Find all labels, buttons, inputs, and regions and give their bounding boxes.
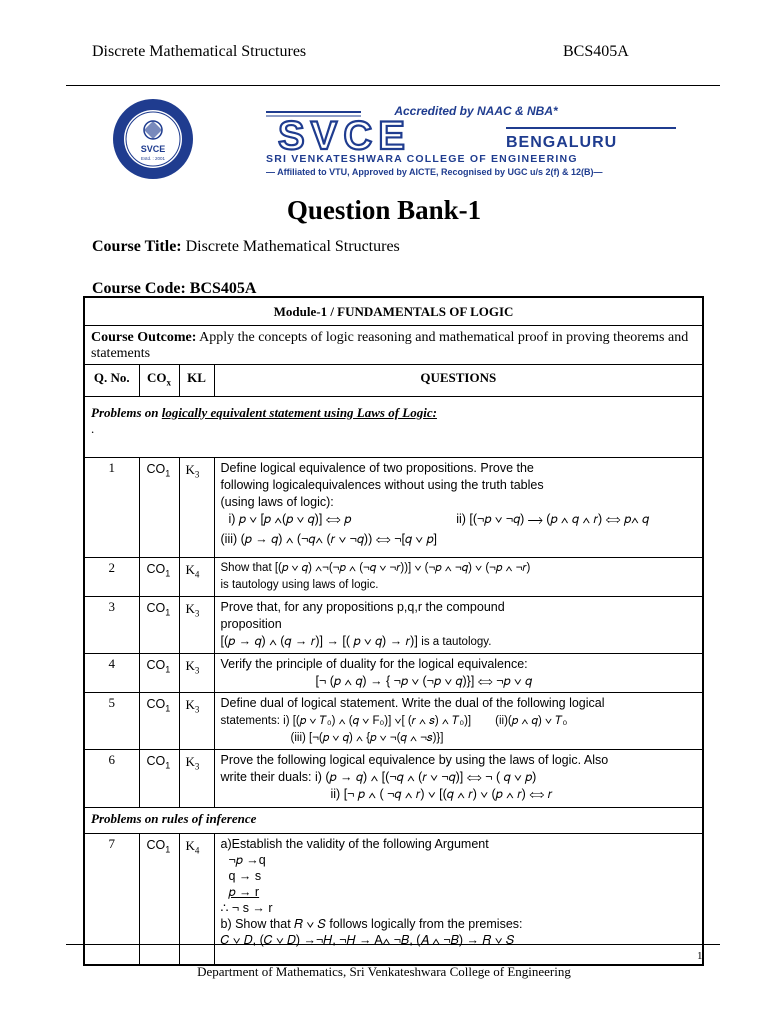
question-number: 3 bbox=[84, 596, 139, 653]
question-text: Verify the principle of duality for the logical equivalence: [¬ (𝑝 ∧ 𝑞) → { ¬𝑝 ∨ (¬𝑝 ∨ 𝑞)}] ⟺ ¬𝑝 ∨ 𝑞 bbox=[214, 653, 703, 692]
knowledge-level: $K_3$ bbox=[179, 692, 214, 749]
knowledge-level: $K_3$ bbox=[179, 749, 214, 807]
question-text: Prove the following logical equivalence by using the laws of logic. Also write their duals: i) (𝑝 → 𝑞) ∧ [(¬𝑞 ∧ (𝑟 ∨ ¬𝑞)] ⟺ ¬ ( 𝑞 ∨ 𝑝) ii) [¬ 𝑝 ∧ ( ¬𝑞 ∧ 𝑟) ∨ [(𝑞 ∧ 𝑟) ∨ (𝑝 ∧ 𝑟) ⟺ 𝑟 bbox=[214, 749, 703, 807]
question-row bbox=[84, 653, 703, 692]
page-title: Question Bank-1 bbox=[286, 195, 482, 225]
col-questions: QUESTIONS bbox=[214, 365, 703, 397]
outcome-row bbox=[84, 326, 703, 365]
col-co: $CO_x$ bbox=[139, 365, 179, 397]
section-heading-laws: Problems on logically equivalent statement using Laws of Logic: . bbox=[84, 396, 703, 457]
knowledge-level: $K_3$ bbox=[179, 457, 214, 557]
knowledge-level: $K_4$ bbox=[179, 833, 214, 965]
seal-estd: Estd. : 2001 bbox=[140, 156, 166, 161]
module-row bbox=[84, 297, 703, 326]
question-number: 7 bbox=[84, 833, 139, 965]
college-seal-icon bbox=[110, 97, 196, 181]
course-title-value: Discrete Mathematical Structures bbox=[185, 238, 400, 255]
question-number: 2 bbox=[84, 557, 139, 596]
logo-affiliation: — Affiliated to VTU, Approved by AICTE, Recognised by UGC u/s 2(f) & 12(B)— bbox=[266, 167, 603, 177]
question-row bbox=[84, 457, 703, 557]
col-kl: KL bbox=[179, 365, 214, 397]
course-title bbox=[92, 238, 400, 256]
module-heading: Module-1 / FUNDAMENTALS OF LOGIC bbox=[84, 297, 703, 326]
header-rule bbox=[66, 85, 720, 86]
question-number: 4 bbox=[84, 653, 139, 692]
college-logo bbox=[110, 97, 690, 182]
question-row bbox=[84, 596, 703, 653]
course-outcome-code: $CO_1$ bbox=[139, 749, 179, 807]
course-outcome-code: $CO_1$ bbox=[139, 653, 179, 692]
question-row bbox=[84, 833, 703, 965]
question-number: 1 bbox=[84, 457, 139, 557]
question-number: 6 bbox=[84, 749, 139, 807]
course-outcome-code: $CO_1$ bbox=[139, 457, 179, 557]
question-row bbox=[84, 749, 703, 807]
running-header-title: Discrete Mathematical Structures bbox=[92, 43, 307, 60]
section-heading-row bbox=[84, 396, 703, 457]
course-code-label: Course Code: bbox=[92, 280, 186, 297]
outcome-text: Apply the concepts of logic reasoning and mathematical proof in proving theorems and statements bbox=[91, 330, 689, 361]
footer-text: Department of Mathematics, Sri Venkateshwara College of Engineering bbox=[197, 964, 571, 979]
question-row bbox=[84, 557, 703, 596]
question-text: a)Establish the validity of the following Argument ¬𝑝 →q q → s 𝑝 → r ∴ ¬ s → r b) Show that 𝑅 ∨ 𝑆 follows logically from the premises: 𝐶 ∨ 𝐷, (𝐶 ∨ 𝐷) →¬𝐻, ¬𝐻 → A∧ ¬𝐵, (𝐴 ∧ ¬𝐵) → 𝑅 ∨ 𝑆 bbox=[214, 833, 703, 965]
question-text: Prove that, for any propositions p,q,r the compound proposition [(𝑝 → 𝑞) ∧ (𝑞 → 𝑟)] → [( 𝑝 ∨ 𝑞) → 𝑟)] is a tautology. bbox=[214, 596, 703, 653]
question-text: Show that [(𝑝 ∨ 𝑞) ∧¬(¬𝑝 ∧ (¬𝑞 ∨ ¬𝑟))] ∨ (¬𝑝 ∧ ¬𝑞) ∨ (¬𝑝 ∧ ¬𝑟) is tautology using laws of logic. bbox=[214, 557, 703, 596]
outcome-label: Course Outcome: bbox=[91, 330, 197, 345]
course-outcome bbox=[84, 326, 703, 365]
running-header-code: BCS405A bbox=[563, 43, 629, 60]
seal-name: SVCE bbox=[140, 144, 166, 154]
section-heading-row bbox=[84, 807, 703, 833]
course-outcome-code: $CO_1$ bbox=[139, 596, 179, 653]
knowledge-level: $K_4$ bbox=[179, 557, 214, 596]
footer-rule bbox=[66, 944, 720, 945]
knowledge-level: $K_3$ bbox=[179, 653, 214, 692]
course-title-label: Course Title: bbox=[92, 238, 182, 255]
logo-city: BENGALURU bbox=[506, 134, 618, 151]
question-row bbox=[84, 692, 703, 749]
column-header-row bbox=[84, 365, 703, 397]
course-outcome-code: $CO_1$ bbox=[139, 833, 179, 965]
question-text: Define logical equivalence of two propositions. Prove the following logicalequivalences without using the truth tables (using laws of logic): i) 𝑝 ∨ [𝑝 ∧(𝑝 ∨ 𝑞)] ⟺ 𝑝 ii) [(¬𝑝 ∨ ¬𝑞) ⟶ (𝑝 ∧ 𝑞 ∧ 𝑟) ⟺ 𝑝∧ 𝑞 (iii) (𝑝 → 𝑞) ∧ (¬𝑞∧ (𝑟 ∨ ¬𝑞)) ⟺ ¬[𝑞 ∨ 𝑝] bbox=[214, 457, 703, 557]
accreditation-text: Accredited by NAAC & NBA* bbox=[394, 104, 558, 118]
logo-college-name: SRI VENKATESHWARA COLLEGE OF ENGINEERING bbox=[266, 153, 578, 165]
col-qno: Q. No. bbox=[84, 365, 139, 397]
course-code-value: BCS405A bbox=[189, 280, 257, 297]
page-number: 1 bbox=[697, 950, 703, 962]
logo-name: SVCE bbox=[278, 114, 411, 158]
question-number: 5 bbox=[84, 692, 139, 749]
question-table bbox=[83, 296, 704, 966]
question-text: Define dual of logical statement. Write the dual of the following logical statements: i) [(𝑝 ∨ 𝑇₀) ∧ (𝑞 ∨ F₀)] ∨[ (𝑟 ∧ 𝑠) ∧ 𝑇₀)] (ii)(𝑝 ∧ 𝑞) ∨ 𝑇₀ (iii) [¬(𝑝 ∨ 𝑞) ∧ {𝑝 ∨ ¬(𝑞 ∧ ¬𝑠)}] bbox=[214, 692, 703, 749]
knowledge-level: $K_3$ bbox=[179, 596, 214, 653]
course-outcome-code: $CO_1$ bbox=[139, 557, 179, 596]
course-outcome-code: $CO_1$ bbox=[139, 692, 179, 749]
section-heading-inference: Problems on rules of inference bbox=[84, 807, 703, 833]
college-wordmark bbox=[206, 97, 686, 181]
